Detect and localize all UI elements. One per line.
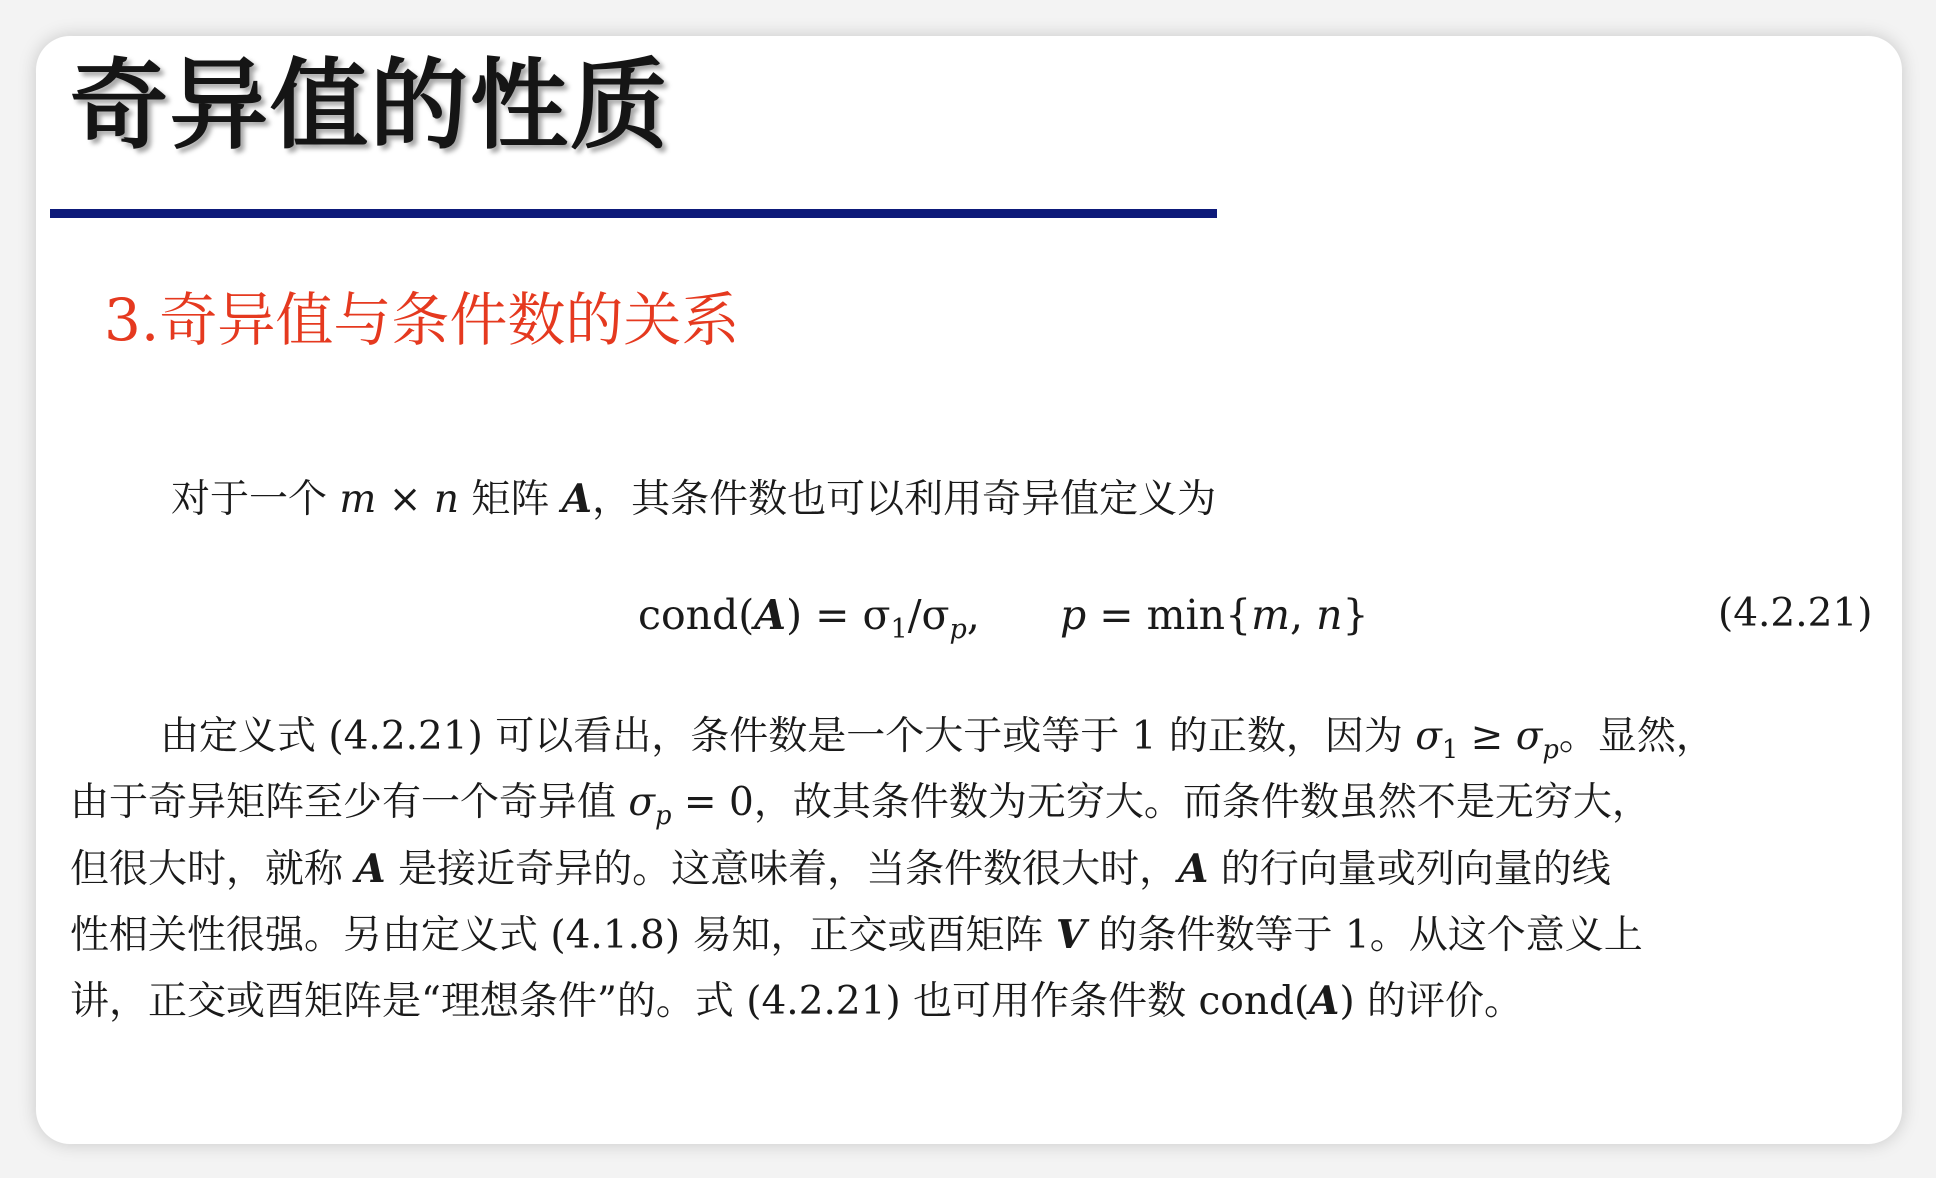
title-underline	[50, 209, 1217, 218]
text: 。显然，	[1558, 714, 1715, 759]
times-symbol: ×	[376, 477, 434, 522]
math-sigma: σ	[1515, 714, 1543, 759]
matrix-symbol: A	[754, 591, 787, 639]
paragraph-line	[70, 770, 1860, 836]
intro-sentence	[171, 474, 1216, 526]
slide	[36, 36, 1902, 1144]
formula-text: ,	[966, 591, 980, 639]
text: 性相关性很强。另由定义式 (4.1.8) 易知，正交或酉矩阵	[70, 913, 1056, 958]
text: ≥	[1458, 714, 1516, 759]
math-p: p	[1060, 591, 1087, 639]
subscript: p	[1542, 734, 1559, 765]
text: 由于奇异矩阵至少有一个奇异值	[70, 780, 629, 825]
paragraph-line	[70, 902, 1860, 968]
math-sigma: σ	[1415, 714, 1442, 759]
text: ) 的评价。	[1339, 979, 1524, 1024]
display-formula	[70, 591, 1890, 651]
text: 由定义式 (4.2.21) 可以看出，条件数是一个大于或等于 1 的正数，因为	[160, 714, 1416, 759]
text: 的条件数等于 1。从这个意义上	[1086, 913, 1643, 958]
explanation-paragraph	[70, 704, 1860, 1034]
matrix-symbol: A	[1309, 978, 1340, 1024]
matrix-symbol: A	[355, 846, 386, 892]
formula-text: ) = σ	[786, 591, 891, 639]
formula-text: }	[1342, 591, 1369, 639]
text: 是接近奇异的。这意味着，当条件数很大时，	[385, 847, 1179, 892]
formula-text: = min{	[1086, 591, 1252, 639]
section-subtitle: 3.奇异值与条件数的关系	[104, 286, 740, 354]
math-m: m	[1251, 591, 1291, 639]
subscript: p	[949, 614, 967, 646]
text: 的行向量或列向量的线	[1208, 847, 1611, 892]
paragraph-line	[70, 968, 1860, 1034]
subscript: 1	[1441, 734, 1459, 765]
slide-title: 奇异值的性质	[70, 49, 671, 163]
formula-text: /σ	[907, 591, 950, 639]
subscript: p	[655, 800, 672, 831]
formula-cond	[638, 591, 980, 646]
math-m: m	[339, 477, 377, 522]
intro-text: 对于一个	[171, 477, 340, 522]
math-n: n	[1316, 591, 1343, 639]
matrix-symbol: V	[1055, 912, 1087, 958]
formula-text: cond(	[638, 591, 755, 639]
math-n: n	[433, 477, 459, 522]
text: ，故其条件数为无穷大。而条件数虽然不是无穷大，	[753, 780, 1651, 825]
intro-text: 矩阵	[459, 477, 562, 522]
math-sigma: σ	[628, 780, 656, 825]
text: 但很大时，就称	[70, 847, 356, 892]
matrix-symbol: A	[561, 476, 593, 522]
subscript: 1	[890, 614, 908, 646]
matrix-symbol: A	[1178, 846, 1209, 892]
paragraph-line	[70, 836, 1860, 902]
paragraph-line	[70, 704, 1860, 770]
intro-text: ，其条件数也可以利用奇异值定义为	[592, 477, 1217, 522]
text: 讲，正交或酉矩阵是“理想条件”的。式 (4.2.21) 也可用作条件数 cond(	[70, 979, 1310, 1024]
equation-number: (4.2.21)	[1718, 591, 1873, 636]
formula-p-definition	[1060, 591, 1369, 639]
formula-text: ,	[1290, 591, 1317, 639]
text: = 0	[671, 780, 754, 825]
